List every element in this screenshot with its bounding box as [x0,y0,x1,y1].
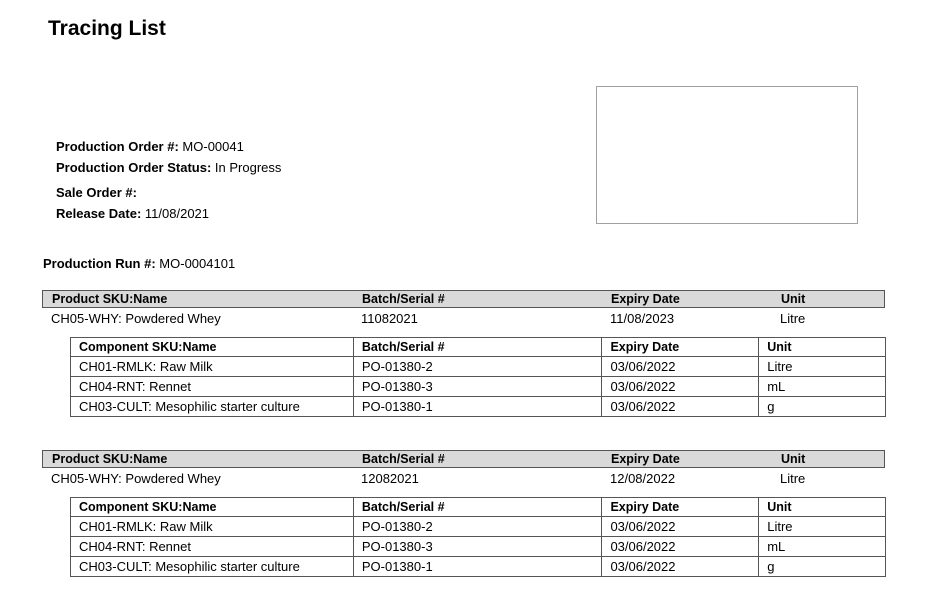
production-order-status-value: In Progress [214,160,282,175]
unit-header: Unit [781,452,806,466]
component-unit-header: Unit [759,498,886,517]
product-batch-serial: 11082021 [361,311,418,326]
production-run-line [43,256,235,272]
component-batch-serial: PO-01380-3 [353,537,602,557]
component-batch-serial: PO-01380-2 [353,517,602,537]
product-expiry-date: 12/08/2022 [610,471,676,486]
component-unit: mL [759,537,886,557]
production-order-label: Production Order #: [56,139,179,154]
product-sku-header: Product SKU:Name [52,452,168,466]
component-expiry-date: 03/06/2022 [602,537,759,557]
production-order-line [56,139,244,155]
sale-order-label: Sale Order #: [56,185,137,200]
component-unit: mL [759,377,886,397]
component-batch-serial: PO-01380-1 [353,397,602,417]
component-expiry-date: 03/06/2022 [602,557,759,577]
sale-order-line [56,185,137,201]
component-expiry-header: Expiry Date [602,338,759,357]
component-sku-name: CH01-RMLK: Raw Milk [71,357,354,377]
component-expiry-date: 03/06/2022 [602,357,759,377]
release-date-line [56,206,209,222]
product-sku-name: CH05-WHY: Powdered Whey [51,471,221,486]
component-batch-serial: PO-01380-1 [353,557,602,577]
component-row [71,357,886,377]
product-unit: Litre [780,471,806,486]
component-unit: Litre [759,357,886,377]
component-unit-header: Unit [759,338,886,357]
product-header-row [42,290,885,308]
production-order-value: MO-00041 [182,139,244,154]
component-row [71,517,886,537]
expiry-date-header: Expiry Date [611,292,680,306]
product-header-row [42,450,885,468]
component-sku-name: CH04-RNT: Rennet [71,537,354,557]
component-batch-header: Batch/Serial # [353,498,602,517]
release-date-label: Release Date: [56,206,142,221]
component-expiry-date: 03/06/2022 [602,397,759,417]
component-expiry-date: 03/06/2022 [602,517,759,537]
logo-placeholder-box [596,86,858,224]
component-unit: g [759,397,886,417]
component-row [71,557,886,577]
component-row [71,397,886,417]
production-order-status-line [56,160,281,176]
batch-serial-header: Batch/Serial # [362,452,445,466]
product-batch-serial: 12082021 [361,471,419,486]
component-header-row [71,498,886,517]
batch-serial-header: Batch/Serial # [362,292,445,306]
expiry-date-header: Expiry Date [611,452,680,466]
component-sku-header: Component SKU:Name [71,338,354,357]
product-row [42,309,885,329]
component-sku-name: CH03-CULT: Mesophilic starter culture [71,557,354,577]
component-expiry-header: Expiry Date [602,498,759,517]
component-unit: g [759,557,886,577]
component-sku-name: CH04-RNT: Rennet [71,377,354,397]
component-sku-name: CH01-RMLK: Raw Milk [71,517,354,537]
product-unit: Litre [780,311,806,326]
page-title: Tracing List [48,17,166,40]
product-expiry-date: 11/08/2023 [610,311,675,326]
component-expiry-date: 03/06/2022 [602,377,759,397]
component-sku-header: Component SKU:Name [71,498,354,517]
component-batch-header: Batch/Serial # [353,338,602,357]
component-batch-serial: PO-01380-2 [353,357,602,377]
component-unit: Litre [759,517,886,537]
release-date-value: 11/08/2021 [144,206,210,221]
product-sku-name: CH05-WHY: Powdered Whey [51,311,221,326]
component-row [71,537,886,557]
production-run-label: Production Run #: [43,256,156,271]
component-table [70,337,886,417]
component-batch-serial: PO-01380-3 [353,377,602,397]
component-sku-name: CH03-CULT: Mesophilic starter culture [71,397,354,417]
component-row [71,377,886,397]
product-sku-header: Product SKU:Name [52,292,168,306]
production-order-status-label: Production Order Status: [56,160,212,175]
component-header-row [71,338,886,357]
production-run-value: MO-0004101 [159,256,236,271]
product-row [42,469,885,489]
component-table [70,497,886,577]
unit-header: Unit [781,292,806,306]
